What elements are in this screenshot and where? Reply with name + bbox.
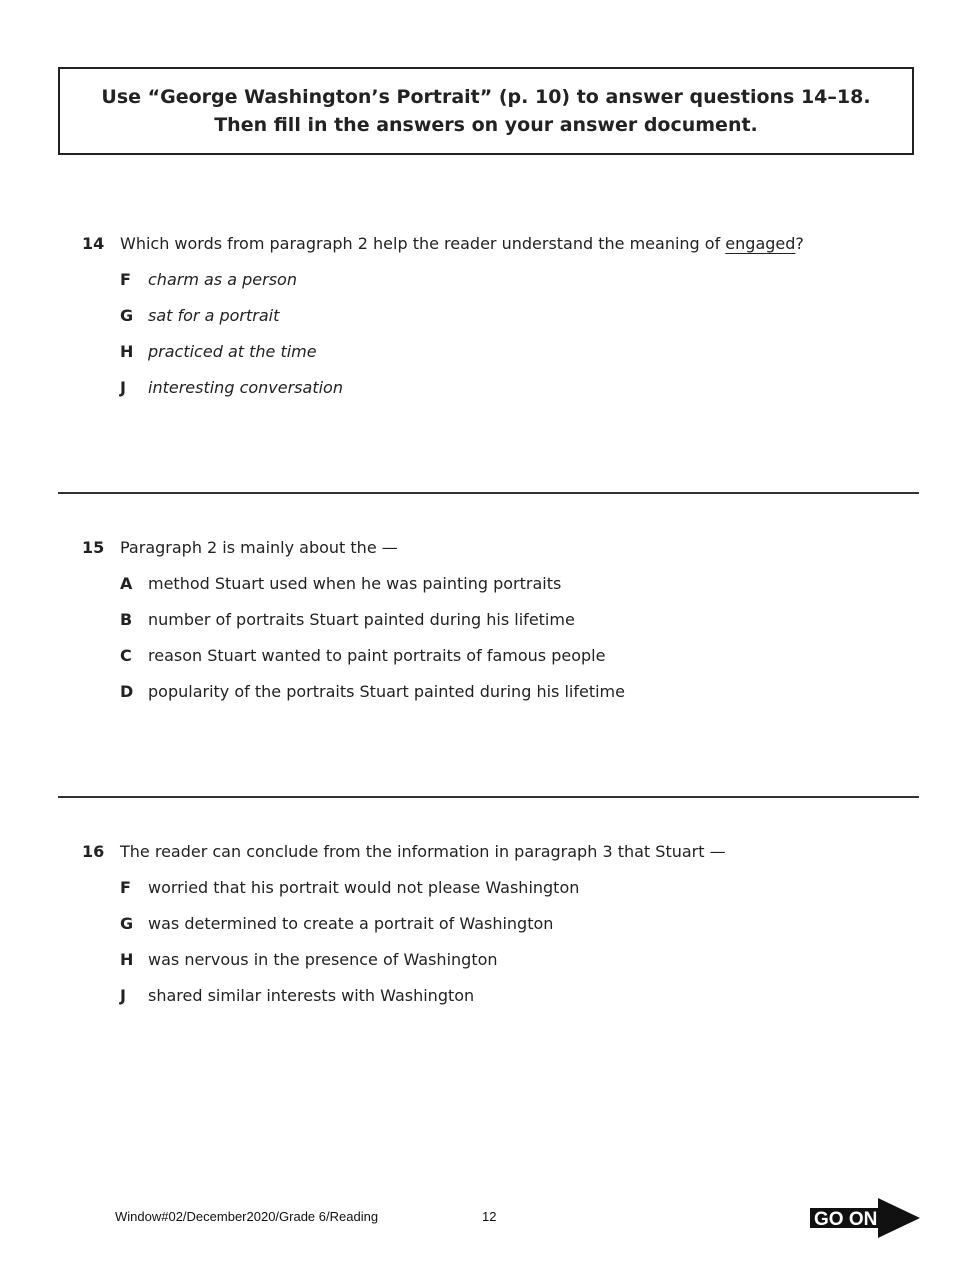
answer-choice-a[interactable] <box>120 574 625 594</box>
section-divider <box>58 492 919 494</box>
answer-choice-b[interactable] <box>120 610 625 630</box>
answer-choices <box>120 878 726 1006</box>
answer-choices <box>120 270 804 398</box>
go-on-indicator <box>810 1198 920 1238</box>
question-number: 16 <box>82 842 105 861</box>
choice-letter: H <box>120 342 134 361</box>
underlined-term: engaged <box>725 234 796 253</box>
answer-choice-f[interactable] <box>120 878 726 898</box>
choice-text: worried that his portrait would not please Washington <box>148 878 580 897</box>
question-14 <box>82 234 804 398</box>
answer-choice-c[interactable] <box>120 646 625 666</box>
choice-text: shared similar interests with Washington <box>148 986 475 1005</box>
choice-letter: C <box>120 646 132 665</box>
choice-text: popularity of the portraits Stuart painted during his lifetime <box>148 682 625 701</box>
choice-letter: F <box>120 878 131 897</box>
question-stem <box>82 234 804 254</box>
choice-text: sat for a portrait <box>148 306 280 325</box>
go-on-label: GO ON <box>814 1209 878 1230</box>
answer-choice-d[interactable] <box>120 682 625 702</box>
choice-letter: G <box>120 914 134 933</box>
stem-after: ? <box>795 234 804 253</box>
answer-choice-g[interactable] <box>120 306 804 326</box>
question-15 <box>82 538 625 702</box>
choice-letter: J <box>120 986 126 1005</box>
choice-text: interesting conversation <box>148 378 343 397</box>
choice-text: reason Stuart wanted to paint portraits of famous people <box>148 646 606 665</box>
choice-letter: H <box>120 950 134 969</box>
answer-choices <box>120 574 625 702</box>
answer-choice-g[interactable] <box>120 914 726 934</box>
choice-text: method Stuart used when he was painting portraits <box>148 574 562 593</box>
question-number: 14 <box>82 234 105 253</box>
instruction-text: Use “George Washington’s Portrait” (p. 10) to answer questions 14–18. Then fill in the answers on your answer document. <box>101 86 871 136</box>
answer-choice-j[interactable] <box>120 378 804 398</box>
choice-letter: G <box>120 306 134 325</box>
choice-letter: B <box>120 610 133 629</box>
choice-text: charm as a person <box>148 270 297 289</box>
choice-text: number of portraits Stuart painted during his lifetime <box>148 610 575 629</box>
choice-letter: J <box>120 378 126 397</box>
question-stem <box>82 538 625 558</box>
question-16 <box>82 842 726 1006</box>
answer-choice-h[interactable] <box>120 950 726 970</box>
choice-text: was determined to create a portrait of Washington <box>148 914 554 933</box>
choice-letter: A <box>120 574 133 593</box>
choice-letter: F <box>120 270 131 289</box>
instruction-box <box>58 67 914 155</box>
question-number: 15 <box>82 538 105 557</box>
answer-choice-h[interactable] <box>120 342 804 362</box>
stem-before: Which words from paragraph 2 help the reader understand the meaning of <box>120 234 726 253</box>
choice-text: practiced at the time <box>148 342 317 361</box>
answer-choice-j[interactable] <box>120 986 726 1006</box>
question-text <box>120 234 804 254</box>
go-on-arrow-icon <box>810 1198 920 1238</box>
question-text: The reader can conclude from the information in paragraph 3 that Stuart — <box>120 842 726 861</box>
question-stem <box>82 842 726 862</box>
choice-text: was nervous in the presence of Washington <box>148 950 498 969</box>
question-text: Paragraph 2 is mainly about the — <box>120 538 398 557</box>
section-divider <box>58 796 919 798</box>
answer-choice-f[interactable] <box>120 270 804 290</box>
page-number: 12 <box>482 1209 497 1224</box>
choice-letter: D <box>120 682 134 701</box>
footer-source: Window#02/December2020/Grade 6/Reading <box>115 1209 379 1224</box>
